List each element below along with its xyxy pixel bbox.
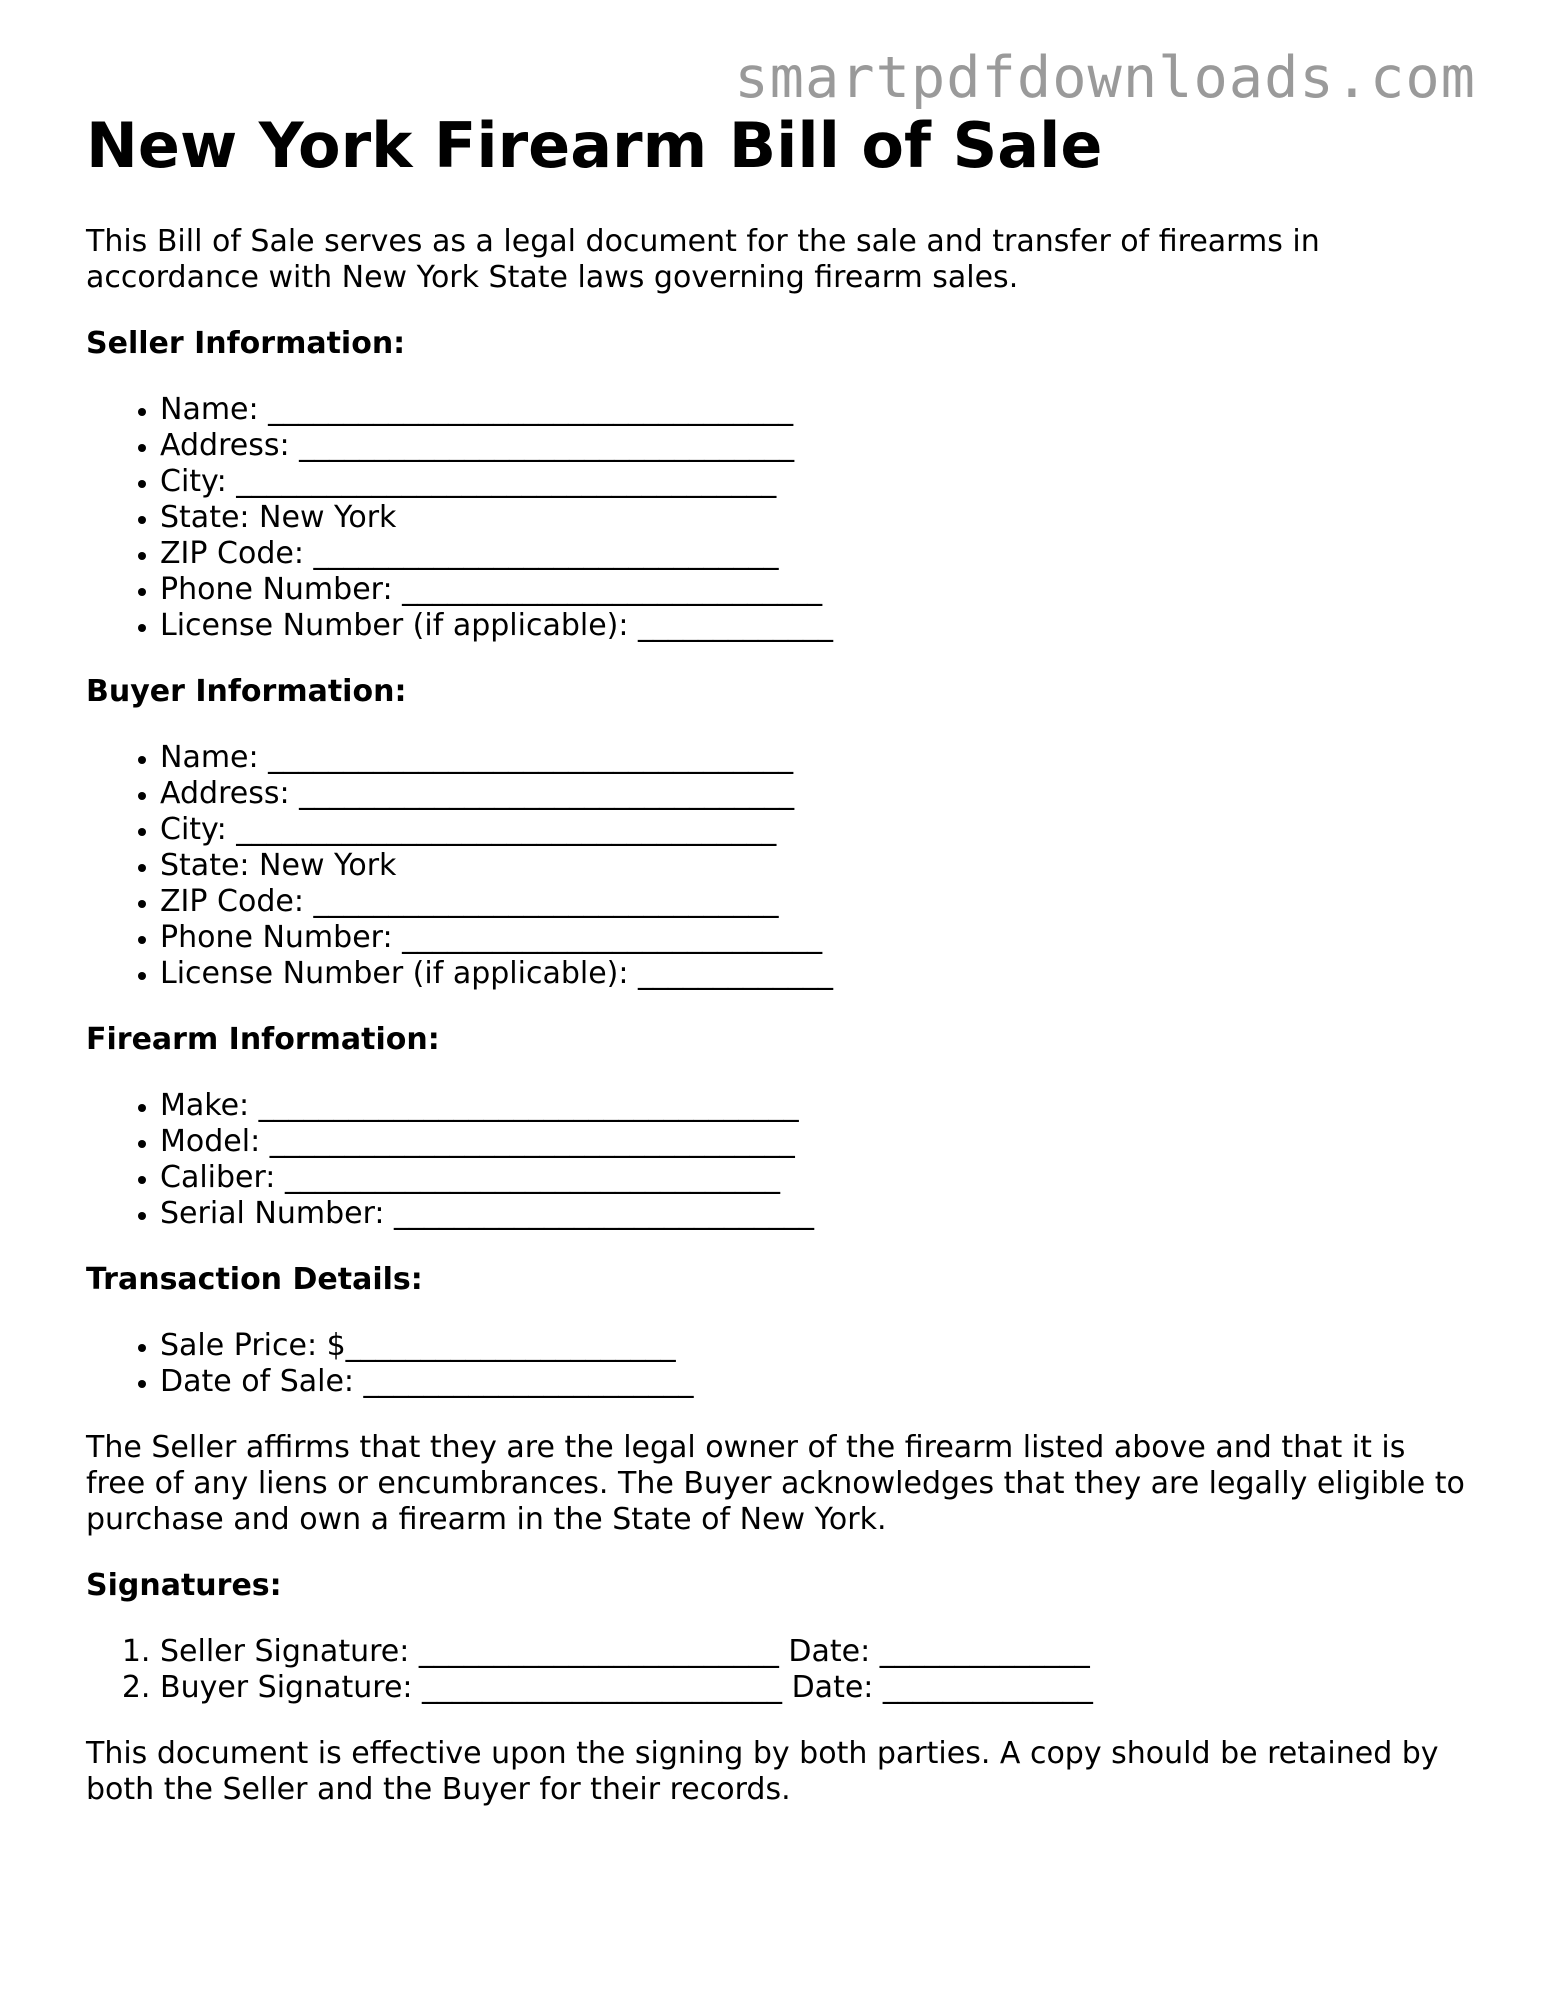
page-title: New York Firearm Bill of Sale (86, 109, 1103, 182)
firearm-serial-field: • Serial Number: ____________________________ (160, 1196, 1466, 1232)
seller-signature-line: 1. Seller Signature: ________________________ Date: ______________ (160, 1634, 1466, 1670)
seller-heading: Seller Information: (86, 326, 406, 361)
firearm-heading: Firearm Information: (86, 1022, 440, 1057)
buyer-heading: Buyer Information: (86, 674, 407, 709)
buyer-list (86, 740, 1466, 992)
seller-address-field: • Address: _________________________________ (160, 428, 1466, 464)
seller-zip-field: • ZIP Code: _______________________________ (160, 536, 1466, 572)
buyer-state-field: • State: New York (160, 848, 1466, 884)
watermark: smartpdfdownloads.com (734, 45, 1476, 111)
firearm-list (86, 1088, 1466, 1232)
signatures-list (86, 1634, 1466, 1706)
buyer-zip-field: • ZIP Code: _______________________________ (160, 884, 1466, 920)
buyer-license-field: • License Number (if applicable): _____________ (160, 956, 1466, 992)
seller-list (86, 392, 1466, 644)
intro-paragraph: This Bill of Sale serves as a legal document for the sale and transfer of firearms in accordance with New York State laws governing firearm sales. (86, 224, 1320, 295)
buyer-phone-field: • Phone Number: ____________________________ (160, 920, 1466, 956)
affirmation-paragraph: The Seller affirms that they are the legal owner of the firearm listed above and that it is free of any liens or encumbrances. The Buyer acknowledges that they are legally eligible to purchase and own a firearm in the State of New York. (86, 1430, 1465, 1537)
buyer-address-field: • Address: _________________________________ (160, 776, 1466, 812)
seller-city-field: • City: ____________________________________ (160, 464, 1466, 500)
seller-name-field: • Name: ___________________________________ (160, 392, 1466, 428)
transaction-heading: Transaction Details: (86, 1262, 423, 1297)
buyer-signature-line: 2. Buyer Signature: ________________________ Date: ______________ (160, 1670, 1466, 1706)
transaction-list (86, 1328, 1466, 1400)
sale-price-field: • Sale Price: $______________________ (160, 1328, 1466, 1364)
seller-state-field: • State: New York (160, 500, 1466, 536)
buyer-name-field: • Name: ___________________________________ (160, 740, 1466, 776)
sale-date-field: • Date of Sale: ______________________ (160, 1364, 1466, 1400)
buyer-city-field: • City: ____________________________________ (160, 812, 1466, 848)
seller-phone-field: • Phone Number: ____________________________ (160, 572, 1466, 608)
firearm-caliber-field: • Caliber: _________________________________ (160, 1160, 1466, 1196)
seller-license-field: • License Number (if applicable): _____________ (160, 608, 1466, 644)
signatures-heading: Signatures: (86, 1568, 282, 1603)
firearm-model-field: • Model: ___________________________________ (160, 1124, 1466, 1160)
document-page (86, 108, 1466, 1838)
firearm-make-field: • Make: ____________________________________ (160, 1088, 1466, 1124)
closing-paragraph: This document is effective upon the signing by both parties. A copy should be retained by both the Seller and the Buyer for their records. (86, 1736, 1439, 1807)
